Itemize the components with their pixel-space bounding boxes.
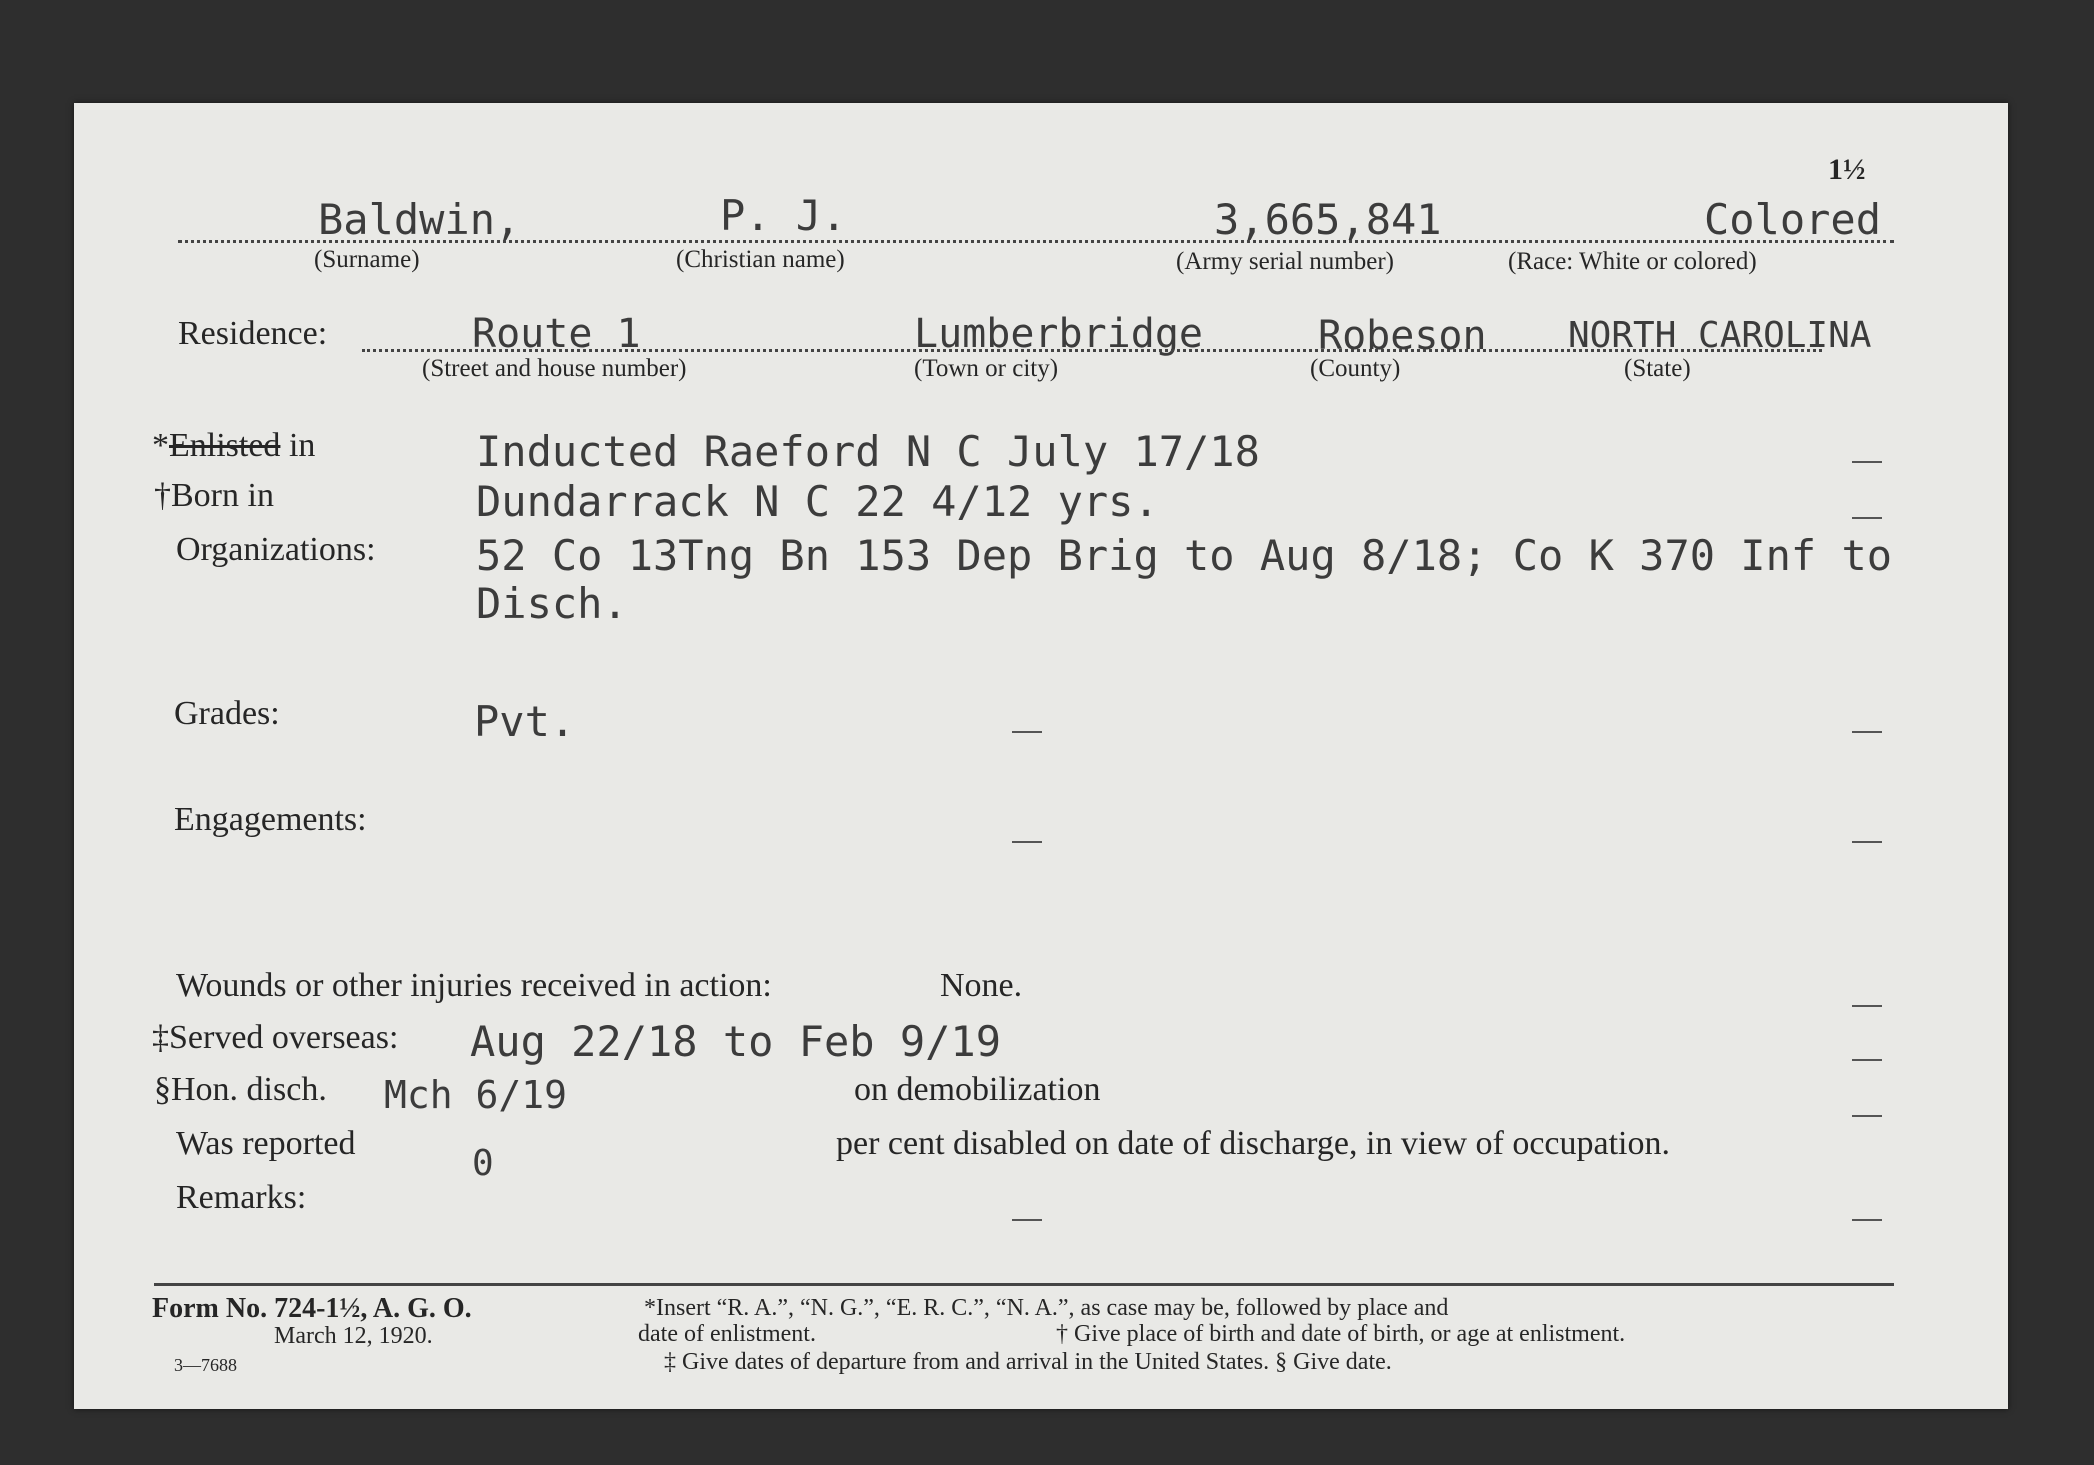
discharge-value: Mch 6/19 <box>384 1073 568 1117</box>
organizations-line-1: 52 Co 13Tng Bn 153 Dep Brig to Aug 8/18; Co K 370 Inf to <box>476 531 1893 580</box>
corner-fraction: 1½ <box>1828 153 1866 186</box>
footnote-birth: † Give place of birth and date of birth, or age at enlistment. <box>1056 1321 1626 1347</box>
surname-value: Baldwin, <box>318 195 521 244</box>
enlisted-struck-word: Enlisted <box>169 427 281 464</box>
disability-label: Was reported <box>176 1125 356 1162</box>
dash-mark <box>1852 1005 1882 1007</box>
served-overseas-word: Served overseas: <box>169 1019 399 1056</box>
dash-mark <box>1852 841 1882 843</box>
race-caption: (Race: White or colored) <box>1508 248 1757 275</box>
discharge-label <box>154 1071 327 1109</box>
residence-town-value: Lumberbridge <box>914 311 1203 357</box>
organizations-line-2: Disch. <box>476 579 628 628</box>
engagements-label: Engagements: <box>174 801 367 838</box>
overseas-value: Aug 22/18 to Feb 9/19 <box>470 1017 1002 1066</box>
residence-county-value: Robeson <box>1318 313 1487 359</box>
wounds-value: None. <box>940 967 1023 1004</box>
residence-state-value: NORTH CAROLINA <box>1568 315 1872 356</box>
wounds-label: Wounds or other injuries received in action: <box>176 967 772 1004</box>
remarks-label: Remarks: <box>176 1179 307 1216</box>
print-code: 3—7688 <box>174 1355 237 1375</box>
residence-street-caption: (Street and house number) <box>422 355 687 382</box>
form-number: Form No. 724-1½, A. G. O. <box>152 1293 472 1324</box>
residence-dotted-line <box>362 349 1822 352</box>
name-dotted-line <box>178 240 1894 243</box>
dash-mark <box>1852 1115 1882 1117</box>
enlisted-value: Inducted Raeford N C July 17/18 <box>476 427 1260 476</box>
asterisk-mark: * <box>152 427 169 464</box>
race-value: Colored <box>1704 195 1882 244</box>
disability-value: 0 <box>472 1143 494 1184</box>
christian-name-caption: (Christian name) <box>676 246 845 273</box>
discharge-suffix: on demobilization <box>854 1071 1101 1108</box>
dash-mark <box>1012 731 1042 733</box>
double-dagger-mark: ‡ <box>152 1019 169 1056</box>
dash-mark <box>1852 461 1882 463</box>
dash-mark <box>1852 1219 1882 1221</box>
overseas-label <box>152 1019 398 1057</box>
dash-mark <box>1012 841 1042 843</box>
organizations-label: Organizations: <box>176 531 376 568</box>
dash-mark <box>1012 1219 1042 1221</box>
footnote-overseas: ‡ Give dates of departure from and arrival in the United States. § Give date. <box>664 1349 1392 1375</box>
residence-town-caption: (Town or city) <box>914 355 1059 382</box>
footnote-insert: *Insert “R. A.”, “N. G.”, “E. R. C.”, “N. A.”, as case may be, followed by place and <box>644 1295 1449 1321</box>
enlisted-in-word: in <box>280 427 316 464</box>
dash-mark <box>1852 731 1882 733</box>
footnote-insert-cont: date of enlistment. <box>638 1321 816 1347</box>
surname-caption: (Surname) <box>314 246 420 273</box>
footer-rule <box>154 1283 1894 1286</box>
serial-number-caption: (Army serial number) <box>1176 248 1394 275</box>
residence-state-caption: (State) <box>1624 355 1691 382</box>
service-record-card <box>74 103 2008 1409</box>
dagger-mark: † <box>154 477 171 514</box>
disability-suffix: per cent disabled on date of discharge, in view of occupation. <box>836 1125 1670 1162</box>
serial-number-value: 3,665,841 <box>1214 195 1442 244</box>
grades-label: Grades: <box>174 695 280 732</box>
born-in-word: Born in <box>171 477 274 514</box>
form-date: March 12, 1920. <box>274 1323 433 1349</box>
grades-value: Pvt. <box>474 697 576 746</box>
residence-label: Residence: <box>178 315 328 352</box>
enlisted-label <box>152 427 315 465</box>
born-value: Dundarrack N C 22 4/12 yrs. <box>476 477 1159 526</box>
residence-street-value: Route 1 <box>472 311 641 357</box>
christian-name-value: P. J. <box>720 191 847 240</box>
hon-disch-word: Hon. disch. <box>171 1071 327 1108</box>
born-label <box>154 477 274 515</box>
residence-county-caption: (County) <box>1310 355 1401 382</box>
dash-mark <box>1852 1059 1882 1061</box>
section-mark: § <box>154 1071 171 1108</box>
dash-mark <box>1852 517 1882 519</box>
